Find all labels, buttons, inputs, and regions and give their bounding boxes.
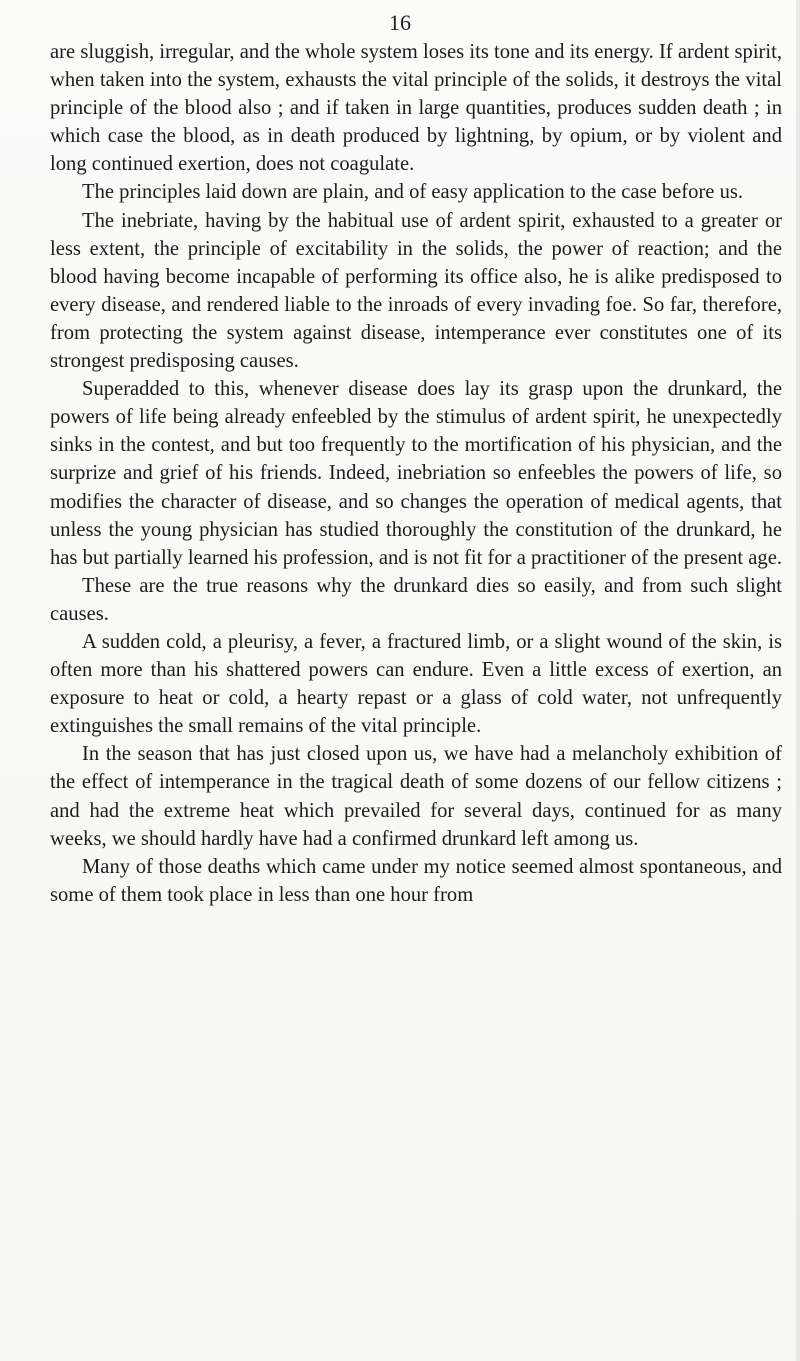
page-edge <box>796 0 800 1361</box>
paragraph: The principles laid down are plain, and of easy application to the case before us. <box>82 181 744 204</box>
page-number: 16 <box>389 10 411 35</box>
paragraph: In the season that has just closed upon us, we have had a melancholy exhibition of the effect of intemperance in the tragical death of some dozens of our fellow citizens ; and had the extreme heat which prevailed for several days, continued for as many weeks, we should hardly have had a confirmed drunkard left among us. <box>50 743 782 850</box>
paragraph: Many of those deaths which came under my notice seemed almost spontaneous, and some of them took place in less than one hour from <box>50 855 782 906</box>
page-body <box>50 38 782 909</box>
paragraph: Superadded to this, whenever disease does lay its grasp upon the drunkard, the powers of life being already enfeebled by the stimulus of ardent spirit, he unexpectedly sinks in the contest, and but too frequently to the mortification of his physician, and the surprize and grief of his friends. Indeed, inebriation so enfeebles the powers of life, so modifies the character of disease, and so changes the operation of medical agents, that unless the young physician has studied thoroughly the constitution of the drunkard, he has but partially learned his profession, and is not fit for a practitioner of the present age. <box>50 378 782 569</box>
paragraph: These are the true reasons why the drunkard dies so easily, and from such slight causes. <box>50 574 782 625</box>
paragraph: A sudden cold, a pleurisy, a fever, a fractured limb, or a slight wound of the skin, is often more than his shattered powers can endure. Even a little excess of exertion, an exposure to heat or cold, a hearty repast or a glass of cold water, not unfrequently extinguishes the small remains of the vital principle. <box>50 630 782 738</box>
paragraph: are sluggish, irregular, and the whole system loses its tone and its energy. If ardent spirit, when taken into the system, exhausts the vital principle of the solids, it destroys the vital principle of the blood also ; and if taken in large quantities, produces sudden death ; in which case the blood, as in death produced by lightning, by opium, or by violent and long continued exertion, does not coagulate. <box>50 41 782 176</box>
paragraph: The inebriate, having by the habitual use of ardent spirit, exhausted to a greater or less extent, the principle of excitability in the solids, the power of reaction; and the blood having become incapable of performing its office also, he is alike predisposed to every disease, and rendered liable to the inroads of every invading foe. So far, therefore, from protecting the system against disease, intemperance ever constitutes one of its strongest predisposing causes. <box>50 209 782 373</box>
